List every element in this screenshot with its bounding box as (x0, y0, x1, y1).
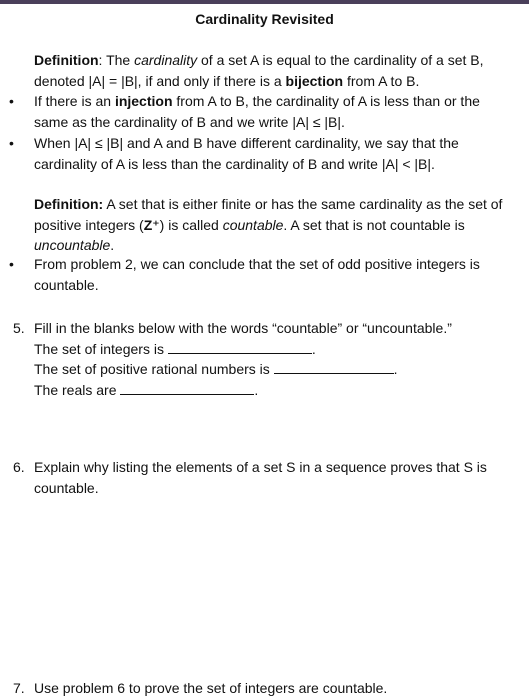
question-7: Use problem 6 to prove the set of integers are countable. (34, 680, 388, 696)
term-cardinality: cardinality (134, 52, 198, 68)
page-title: Cardinality Revisited (195, 11, 334, 27)
answer-blank-rationals[interactable] (274, 361, 394, 374)
fill-line-label: The set of integers is (34, 340, 164, 357)
question-5-prompt: Fill in the blanks below with the words “countable” or “uncountable.” (34, 320, 452, 336)
cardinality-definition (34, 50, 504, 91)
definition-text: ) is called (159, 216, 223, 233)
fill-line-end: . (393, 361, 398, 377)
definition-text: from A to B. (343, 72, 420, 89)
definition-text: of a set A is equal to the cardinality of a set B, denoted |A| = |B|, if and only if there is a (34, 52, 484, 89)
definition-text: A set that is either finite or has the same cardinality as the set of positive integers ( (34, 196, 503, 233)
term-bijection: bijection (285, 72, 344, 89)
fill-line-label: The reals are (34, 381, 117, 398)
answer-blank-integers[interactable] (168, 341, 312, 354)
answer-blank-reals[interactable] (120, 382, 254, 395)
bullet-injection (9, 91, 504, 132)
definition-label: Definition (34, 52, 99, 68)
term-uncountable: uncountable (34, 237, 111, 253)
definition-text: . (110, 237, 115, 253)
term-positive-integers: Z⁺ (143, 216, 160, 233)
definition-text: : The (98, 52, 135, 68)
countable-definition (34, 194, 504, 256)
term-countable: countable (222, 216, 284, 233)
question-6-number: 6. (13, 459, 25, 475)
fill-line-end: . (254, 381, 259, 398)
bullet-text: When |A| ≤ |B| and A and B have different cardinality, we say that the cardinality of A is less than the cardinality of B and write |A| < |B|. (34, 135, 459, 172)
bullet-dot-icon: • (9, 256, 14, 272)
definition-label: Definition: (34, 196, 104, 212)
fill-line-rationals (34, 359, 504, 380)
fill-line-reals (34, 380, 504, 401)
fill-line-end: . (311, 340, 316, 357)
bullet-dot-icon: • (9, 135, 14, 151)
fill-line-label: The set of positive rational numbers is (34, 361, 270, 377)
question-5 (34, 318, 504, 400)
definition-text: . A set that is not countable is (283, 216, 465, 233)
bullet-odd-integers (9, 254, 504, 295)
question-7-number: 7. (13, 680, 25, 696)
bullet-text: from A to B, the cardinality of A is less than or the same as the cardinality of B and we write |A| ≤ |B|. (34, 93, 480, 130)
bullet-text: If there is an (34, 93, 115, 109)
question-5-number: 5. (13, 320, 25, 336)
fill-line-integers (34, 339, 504, 360)
bullet-less-than (9, 133, 504, 174)
bullet-text: From problem 2, we can conclude that the set of odd positive integers is countable. (34, 256, 480, 293)
question-6: Explain why listing the elements of a set S in a sequence proves that S is countable. (34, 459, 487, 496)
term-injection: injection (114, 93, 173, 109)
top-border (0, 0, 529, 4)
bullet-dot-icon: • (9, 93, 14, 109)
